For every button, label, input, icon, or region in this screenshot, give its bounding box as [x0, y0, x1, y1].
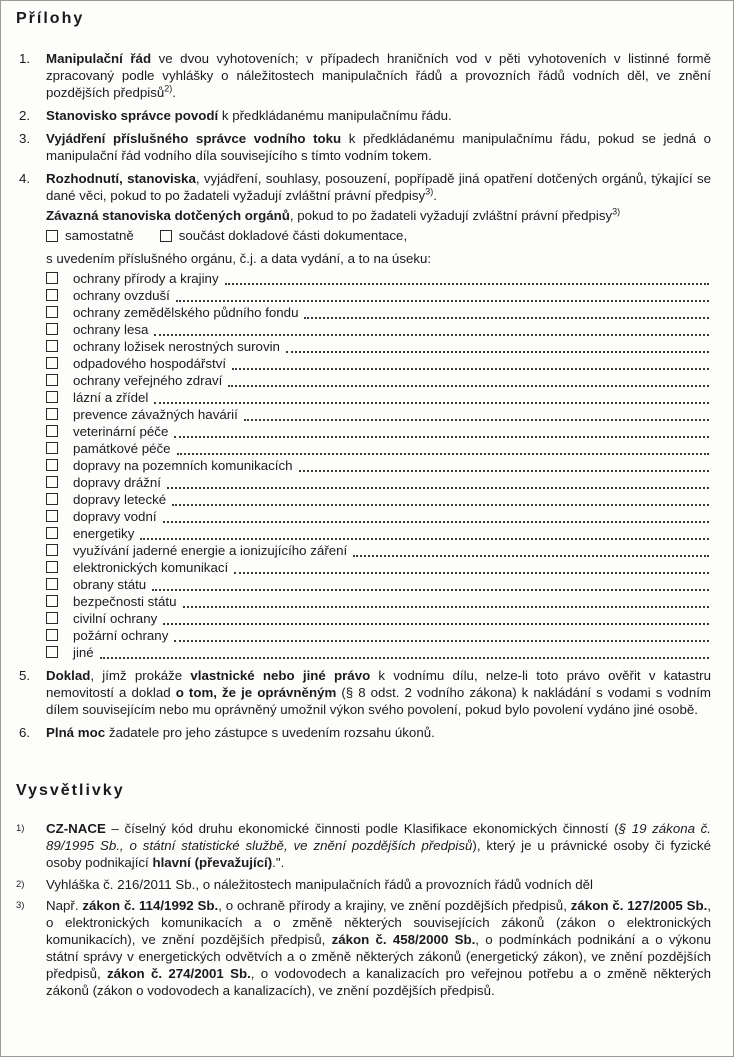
- dotted-fill-line: [353, 542, 709, 557]
- attachment-item-1: [19, 50, 711, 101]
- dotted-fill-line: [183, 593, 710, 608]
- footnote-marker: 1): [16, 823, 25, 834]
- item-number: 3.: [19, 131, 31, 146]
- dotted-fill-line: [167, 474, 709, 489]
- area-label: ochrany ložisek nerostných surovin: [73, 339, 280, 354]
- areas-checklist: [46, 270, 711, 661]
- area-checkbox[interactable]: [46, 391, 58, 403]
- area-label: požární ochrany: [73, 628, 169, 643]
- area-checkbox[interactable]: [46, 289, 58, 301]
- dotted-fill-line: [163, 508, 709, 523]
- binding-opinions-heading: Závazná stanoviska dotčených orgánů, pokud to po žadateli vyžadují zvláštní právní předpisy$^{3)}$: [46, 206, 621, 223]
- area-row: [46, 474, 711, 491]
- attachment-item-2: [19, 107, 711, 124]
- dotted-fill-line: [234, 559, 709, 574]
- area-checkbox[interactable]: [46, 272, 58, 284]
- footnote-text: CZ-NACE – číselný kód druhu ekonomické činnosti podle Klasifikace ekonomických činností (§ 19 zákona č. 89/1995 Sb., o státní statistické službě, ve znění pozdějších předpisů), který je u právnické osoby či fyzické osoby podnikající hlavní (převažující).".: [46, 821, 711, 870]
- area-row: [46, 508, 711, 525]
- areas-intro-text: s uvedením příslušného orgánu, č.j. a data vydání, a to na úseku:: [46, 251, 432, 266]
- area-label: jiné: [73, 645, 94, 660]
- area-label: prevence závažných havárií: [73, 407, 238, 422]
- binding-opinions-block: [46, 207, 711, 661]
- area-row: [46, 525, 711, 542]
- area-row: [46, 423, 711, 440]
- dotted-fill-line: [154, 321, 709, 336]
- attachment-item-6: [19, 724, 711, 741]
- dotted-fill-line: [177, 440, 709, 455]
- area-row: [46, 644, 711, 661]
- item-text: Rozhodnutí, stanoviska, vyjádření, souhlasy, posouzení, popřípadě jiná opatření dotčených orgánů, týkající se dané věci, pokud to po žadateli vyžadují zvláštní právní předpisy$^{3)}$.: [46, 171, 711, 203]
- page-title: Přílohy: [16, 10, 85, 27]
- item-text: Manipulační řád ve dvou vyhotoveních; v případech hraničních vod v pěti vyhotoveních v listinné formě zpracovaný podle vyhlášky o náležitostech manipulačních řádů a provozních řádů vodních děl, ve znění pozdějších předpisů$^{2)}$.: [46, 51, 711, 100]
- area-row: [46, 457, 711, 474]
- footnote-text: Např. zákon č. 114/1992 Sb., o ochraně přírody a krajiny, ve znění pozdějších předpisů, zákon č. 127/2005 Sb., o elektronických komunikacích a o změně některých souvisejících zákonů (zákon o elektronických komunikacích), ve znění pozdějších předpisů, zákon č. 458/2000 Sb., o podmínkách podnikání a o výkonu státní správy v energetických odvětvích a o změně některých zákonů (energetický zákon), ve znění pozdějších předpisů, zákon č. 274/2001 Sb., o vodovodech a kanalizacích pro veřejnou potřebu a o změně některých zákonů (zákon o vodovodech a kanalizacích), ve znění pozdějších předpisů.: [46, 898, 711, 998]
- item-number: 5.: [19, 668, 31, 683]
- attachment-item-4: [19, 170, 711, 204]
- dotted-fill-line: [174, 423, 709, 438]
- footnote-marker: 2): [16, 879, 25, 890]
- dotted-fill-line: [140, 525, 709, 540]
- footnote-text: Vyhláška č. 216/2011 Sb., o náležitostech manipulačních řádů a provozních řádů vodních děl: [46, 877, 593, 892]
- item-number: 2.: [19, 108, 31, 123]
- area-checkbox[interactable]: [46, 612, 58, 624]
- dotted-fill-line: [225, 270, 709, 285]
- footnote-3: [16, 897, 711, 999]
- area-label: ochrany přírody a krajiny: [73, 271, 219, 286]
- dotted-fill-line: [100, 644, 709, 659]
- footnote-1: [16, 820, 711, 871]
- footnote-2: [16, 876, 711, 893]
- area-row: [46, 627, 711, 644]
- area-checkbox[interactable]: [46, 510, 58, 522]
- dotted-fill-line: [174, 627, 709, 642]
- area-checkbox[interactable]: [46, 527, 58, 539]
- area-checkbox[interactable]: [46, 340, 58, 352]
- area-row: [46, 355, 711, 372]
- area-label: dopravy na pozemních komunikacích: [73, 458, 293, 473]
- area-checkbox[interactable]: [46, 442, 58, 454]
- dotted-fill-line: [304, 304, 709, 319]
- attachments-section: [16, 50, 711, 741]
- area-checkbox[interactable]: [46, 374, 58, 386]
- area-checkbox[interactable]: [46, 459, 58, 471]
- area-row: [46, 559, 711, 576]
- option-label: součást dokladové části dokumentace,: [178, 228, 408, 243]
- dotted-fill-line: [299, 457, 709, 472]
- area-label: elektronických komunikací: [73, 560, 229, 575]
- area-row: [46, 287, 711, 304]
- area-checkbox[interactable]: [46, 561, 58, 573]
- area-row: [46, 406, 711, 423]
- attachment-item-5: [19, 667, 711, 718]
- dotted-fill-line: [172, 491, 709, 506]
- area-checkbox[interactable]: [46, 306, 58, 318]
- attachment-item-3: [19, 130, 711, 164]
- item-text: Doklad, jímž prokáže vlastnické nebo jiné právo k vodnímu dílu, nelze-li toto právo ověřit v katastru nemovitostí a doklad o tom, že je oprávněným (§ 8 odst. 2 vodního zákona) k nakládání s vodami s vodním dílem souvisejícím nebo mu oprávněný umožnil výkon svého povolení, pokud bylo povolení vydáno jiné osobě.: [46, 668, 711, 717]
- explanations-title: Vysvětlivky: [16, 782, 125, 799]
- area-label: památkové péče: [73, 441, 171, 456]
- area-label: energetiky: [73, 526, 135, 541]
- area-label: veterinární péče: [73, 424, 169, 439]
- area-row: [46, 389, 711, 406]
- area-label: bezpečnosti státu: [73, 594, 177, 609]
- item-number: 4.: [19, 171, 31, 186]
- footnote-marker: 3): [16, 900, 25, 911]
- footnotes-section: [16, 820, 711, 999]
- item-number: 1.: [19, 51, 31, 66]
- area-checkbox[interactable]: [46, 425, 58, 437]
- item-number: 6.: [19, 725, 31, 740]
- area-checkbox[interactable]: [46, 595, 58, 607]
- area-label: využívání jaderné energie a ionizujícího záření: [73, 543, 348, 558]
- area-label: dopravy drážní: [73, 475, 161, 490]
- area-checkbox[interactable]: [46, 629, 58, 641]
- dotted-fill-line: [286, 338, 709, 353]
- area-label: ochrany lesa: [73, 322, 149, 337]
- area-checkbox[interactable]: [46, 544, 58, 556]
- dotted-fill-line: [232, 355, 709, 370]
- item-text: Plná moc žadatele pro jeho zástupce s uvedením rozsahu úkonů.: [46, 725, 435, 740]
- area-row: [46, 593, 711, 610]
- option-samostatne: [46, 227, 134, 244]
- area-row: [46, 491, 711, 508]
- option-label: samostatně: [65, 228, 134, 243]
- dotted-fill-line: [163, 610, 709, 625]
- area-label: ochrany veřejného zdraví: [73, 373, 223, 388]
- area-checkbox[interactable]: [46, 357, 58, 369]
- dotted-fill-line: [154, 389, 709, 404]
- area-row: [46, 576, 711, 593]
- area-label: lázní a zřídel: [73, 390, 149, 405]
- area-checkbox[interactable]: [46, 408, 58, 420]
- checkbox-soucast-dokumentace[interactable]: [160, 230, 172, 242]
- delivery-options-row: [46, 227, 711, 244]
- area-row: [46, 304, 711, 321]
- area-checkbox[interactable]: [46, 493, 58, 505]
- dotted-fill-line: [152, 576, 709, 591]
- area-label: ochrany ovzduší: [73, 288, 170, 303]
- dotted-fill-line: [176, 287, 709, 302]
- area-row: [46, 542, 711, 559]
- area-checkbox[interactable]: [46, 646, 58, 658]
- area-checkbox[interactable]: [46, 323, 58, 335]
- area-label: dopravy letecké: [73, 492, 167, 507]
- area-label: civilní ochrany: [73, 611, 158, 626]
- area-row: [46, 338, 711, 355]
- area-label: dopravy vodní: [73, 509, 157, 524]
- area-row: [46, 321, 711, 338]
- area-label: ochrany zemědělského půdního fondu: [73, 305, 299, 320]
- checkbox-samostatne[interactable]: [46, 230, 58, 242]
- dotted-fill-line: [228, 372, 709, 387]
- dotted-fill-line: [244, 406, 709, 421]
- area-row: [46, 440, 711, 457]
- area-row: [46, 610, 711, 627]
- area-row: [46, 270, 711, 287]
- item-text: Vyjádření příslušného správce vodního toku k předkládanému manipulačnímu řádu, pokud se jedná o manipulační řád vodního díla souvisejícího s tímto vodním tokem.: [46, 131, 712, 163]
- area-checkbox[interactable]: [46, 578, 58, 590]
- item-text: Stanovisko správce povodí k předkládanému manipulačnímu řádu.: [46, 108, 452, 123]
- option-soucast-dokumentace: [160, 227, 407, 244]
- area-label: obrany státu: [73, 577, 147, 592]
- area-row: [46, 372, 711, 389]
- area-checkbox[interactable]: [46, 476, 58, 488]
- area-label: odpadového hospodářství: [73, 356, 227, 371]
